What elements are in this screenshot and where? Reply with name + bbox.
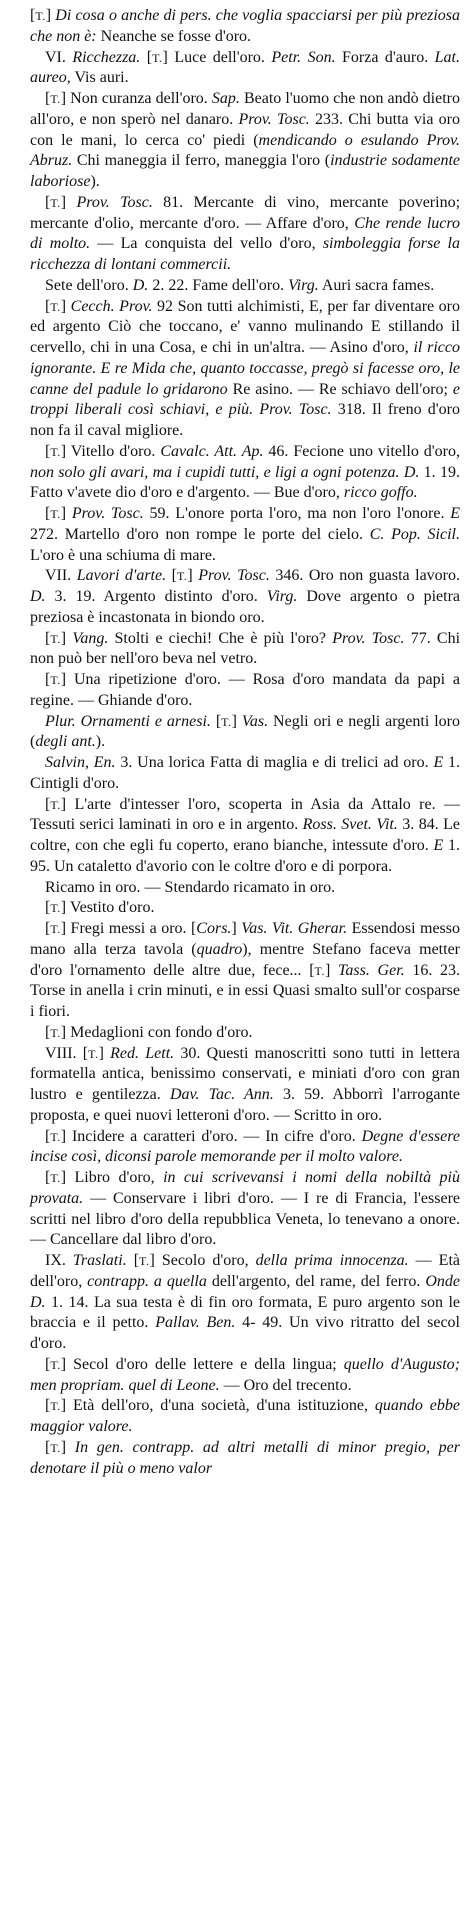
- text-run: [: [126, 1252, 140, 1269]
- text-run: [: [45, 1438, 51, 1456]
- small-caps-marker: T.: [50, 444, 61, 459]
- text-run: Essendosi messo mano alla terza tavola (: [30, 920, 461, 958]
- text-run: ] Secolo d'oro,: [149, 1252, 256, 1269]
- text-run: ]: [231, 712, 242, 730]
- text-run: Forza d'auro.: [335, 48, 435, 66]
- text-run: VI.: [45, 48, 73, 66]
- italic-text: Lat. aureo,: [30, 48, 460, 87]
- italic-text: quello d'Augusto; men propriam. quel di Leone.: [30, 1355, 461, 1394]
- italic-text: Virg.: [288, 276, 319, 294]
- text-run: [: [166, 567, 177, 585]
- text-run: ] Luce dell'oro.: [162, 48, 272, 66]
- italic-text: non solo gli avari, ma i cupidi tutti, e ligi a ogni potenza. D.: [30, 463, 420, 481]
- text-run: L'oro è una schiuma di mare.: [30, 546, 216, 564]
- italic-text: mendicando o esulando Prov. Abruz.: [30, 131, 461, 170]
- text-run: [: [45, 1169, 51, 1186]
- text-run: Neanche se fosse d'oro.: [96, 27, 252, 45]
- italic-text: industrie sodamente laboriose: [30, 152, 461, 190]
- text-run: ] Libro d'oro,: [60, 1169, 164, 1186]
- italic-text: e troppi liberali così schiavi, e più. Prov. Tosc.: [30, 380, 461, 419]
- text-run: ]: [325, 961, 338, 979]
- text-run: 2. 22. Fame dell'oro.: [148, 276, 289, 294]
- text-run: Ricamo in oro. — Stendardo ricamato in oro.: [45, 878, 336, 896]
- italic-text: Tass. Ger.: [338, 961, 405, 979]
- text-run: 3. 19. Argento distinto d'oro.: [45, 588, 267, 605]
- small-caps-marker: T.: [50, 1399, 61, 1414]
- entry-paragraph: [30, 193, 460, 276]
- italic-text: E: [450, 505, 461, 522]
- text-run: Vis auri.: [70, 69, 129, 87]
- text-run: VIII. [: [45, 1044, 89, 1062]
- entry-paragraph: [30, 6, 460, 48]
- italic-text: Prov. Tosc.: [198, 567, 270, 585]
- text-run: Auri sacra fames.: [318, 276, 435, 294]
- text-run: — La conquista del vello d'oro,: [90, 235, 323, 253]
- text-run: 3. Una lorica Fatta di maglia e di trelici ad oro.: [115, 754, 434, 771]
- text-run: 318. Il freno d'oro non fa il caval migliore.: [30, 401, 460, 439]
- small-caps-marker: T.: [50, 673, 61, 687]
- small-caps-marker: T.: [50, 1025, 61, 1040]
- text-run: ]: [187, 567, 199, 585]
- italic-text: E: [433, 837, 444, 854]
- text-run: 4- 49. Un vivo ritratto del secol d'oro.: [30, 1314, 461, 1352]
- text-run: ] Medaglioni con fondo d'oro.: [60, 1023, 253, 1041]
- italic-text: Vas.: [241, 712, 269, 730]
- entry-paragraph: [30, 1396, 460, 1438]
- italic-text: Cecch. Prov.: [70, 297, 153, 315]
- italic-text: Ross. Svet. Vit.: [302, 816, 398, 834]
- entry-paragraph: [30, 89, 460, 193]
- entry-paragraph: [30, 629, 460, 671]
- entry-paragraph: [30, 878, 460, 899]
- text-run: 46. Fecione uno vitello d'oro,: [263, 442, 460, 460]
- small-caps-marker: T.: [50, 92, 61, 106]
- italic-text: Che rende lucro di molto.: [30, 214, 461, 253]
- small-caps-marker: T.: [88, 1046, 99, 1061]
- italic-text: Traslati.: [72, 1252, 127, 1269]
- small-caps-marker: T.: [314, 963, 325, 978]
- entry-paragraph: [30, 753, 460, 795]
- text-run: Negli ori e negli argenti loro (: [30, 712, 461, 751]
- entry-paragraph: [30, 504, 460, 566]
- text-run: ]: [60, 505, 72, 522]
- text-run: ] Secol d'oro delle lettere e della lingua;: [60, 1355, 344, 1373]
- italic-text: E: [433, 754, 444, 771]
- text-run: [: [45, 297, 51, 315]
- italic-text: Lavori d'arte.: [76, 567, 167, 585]
- text-run: ] Vestito d'oro.: [60, 899, 155, 917]
- text-run: ]: [60, 1438, 75, 1456]
- text-run: 272. Martello d'oro non rompe le porte del cielo.: [30, 525, 370, 543]
- italic-text: Degne d'essere incise così, diconsi parole memorande per il molto valore.: [30, 1127, 460, 1166]
- text-run: [: [210, 712, 222, 730]
- text-run: Sete dell'oro.: [45, 276, 133, 294]
- italic-text: Ricchezza.: [72, 48, 141, 66]
- small-caps-marker: T.: [50, 195, 61, 210]
- italic-text: Onde D.: [30, 1272, 461, 1311]
- italic-text: C. Pop. Sicil.: [369, 525, 460, 543]
- italic-text: contrapp. a quella: [87, 1272, 207, 1290]
- text-run: ] Non curanza dell'oro.: [60, 90, 212, 107]
- italic-text: Prov. Tosc.: [332, 629, 405, 647]
- text-run: ] Incidere a caratteri d'oro. — In cifre d'oro.: [60, 1127, 362, 1145]
- italic-text: Dav. Tac. Ann.: [169, 1086, 274, 1103]
- text-run: 77. Chi non può ber nell'oro beva nel vetro.: [30, 629, 461, 668]
- italic-text: D.: [132, 276, 149, 294]
- small-caps-marker: T.: [50, 1129, 61, 1144]
- italic-text: D.: [30, 588, 46, 605]
- text-run: [: [30, 7, 36, 24]
- entry-paragraph: [30, 1168, 460, 1251]
- text-run: ] L'arte d'intesser l'oro, scoperta in Asia da Attalo re. — Tessuti serici laminati in oro e in argento.: [30, 795, 460, 834]
- text-run: — Conservare i libri d'oro. — I re di Francia, l'essere scritti nel libro d'oro della repubblica Veneta, lo tenevano a onore. — Cancellare dal libro d'oro.: [30, 1189, 460, 1249]
- italic-text: Vang.: [72, 629, 109, 647]
- text-run: [: [45, 629, 51, 647]
- text-run: ), mentre Stefano faceva metter d'oro l'ornamento delle altre due, fece... [: [30, 940, 460, 979]
- italic-text: il ricco ignorante. E re Mida che, quanto toccasse, pregò si facesse oro, le canne del padule lo gridarono: [30, 339, 460, 398]
- entry-paragraph: [30, 442, 460, 504]
- entry-paragraph: [30, 48, 460, 90]
- text-run: Chi maneggia il ferro, maneggia l'oro (: [72, 152, 331, 170]
- text-run: 92 Son tutti alchimisti, E, per far diventare oro ed argento Ciò che toccano, e' vanno mulinando E stillando il cervello, chi in una Cosa, e chi in un'altra. — Asino d'oro,: [30, 297, 461, 356]
- italic-text: Salvin, En.: [45, 754, 116, 771]
- text-run: Dove argento o pietra preziosa è incastonata in biondo oro.: [30, 588, 460, 626]
- small-caps-marker: T.: [50, 901, 61, 916]
- text-run: ] Una ripetizione d'oro. — Rosa d'oro mandata da papi a regine. — Ghiande d'oro.: [30, 671, 460, 709]
- text-run: ] Vitello d'oro.: [60, 442, 161, 460]
- text-run: Stolti e ciechi! Che è più l'oro?: [108, 629, 333, 647]
- entry-paragraph: [30, 1023, 460, 1044]
- italic-text: Prov. Tosc.: [76, 193, 153, 211]
- text-run: [: [45, 1397, 51, 1415]
- entry-paragraph: [30, 566, 460, 628]
- italic-text: Virg.: [266, 588, 298, 605]
- small-caps-marker: T.: [50, 1171, 61, 1185]
- small-caps-marker: T.: [50, 922, 61, 936]
- italic-text: Cavalc. Att. Ap.: [160, 442, 264, 460]
- text-run: [: [140, 48, 153, 66]
- entry-paragraph: [30, 795, 460, 878]
- italic-text: ricco goffo.: [343, 484, 418, 502]
- text-run: Re asino. — Re schiavo dell'oro;: [227, 380, 453, 398]
- text-run: [: [45, 1023, 51, 1041]
- italic-text: Plur. Ornamenti e arnesi.: [45, 712, 211, 730]
- text-run: [: [45, 920, 51, 937]
- entry-paragraph: [30, 712, 460, 754]
- text-run: 30. Questi manoscritti sono tutti in lettera formatella antica, benissimo conservati, e miniati d'oro con gran lustro e gentilezza.: [30, 1044, 461, 1103]
- small-caps-marker: T.: [50, 1357, 61, 1372]
- italic-text: Prov. Tosc.: [238, 110, 310, 128]
- italic-text: Cors.: [196, 920, 232, 937]
- text-run: [: [45, 1127, 51, 1145]
- text-run: [: [45, 193, 51, 211]
- entry-paragraph: [30, 1127, 460, 1169]
- entry-paragraph: [30, 276, 460, 297]
- text-run: 1. 14. La sua testa è di fin oro formata, E puro argento son le braccia e il petto.: [30, 1293, 460, 1332]
- italic-text: in cui scrivevansi i nomi della nobiltà più provata.: [30, 1169, 461, 1207]
- text-run: Beato l'uomo che non andò dietro all'oro, e non sperò nel danaro.: [30, 90, 460, 128]
- italic-text: Di cosa o anche di pers. che voglia spacciarsi per più preziosa che non è:: [30, 7, 461, 45]
- text-run: [: [45, 90, 51, 107]
- italic-text: Petr. Son.: [271, 48, 336, 66]
- text-run: ] Età dell'oro, d'una società, d'una istituzione,: [60, 1397, 375, 1415]
- text-run: 3. 59. Abborrì l'arrogante proposta, e quei nuovi letteroni d'oro. — Scritto in oro.: [30, 1086, 461, 1124]
- small-caps-marker: T.: [50, 1440, 61, 1455]
- entry-paragraph: [30, 1044, 460, 1127]
- italic-text: simboleggia forse la ricchezza di lontani commercii.: [30, 235, 460, 273]
- text-run: ]: [60, 297, 71, 315]
- italic-text: Vas. Vit. Gherar.: [241, 920, 348, 937]
- italic-text: Pallav. Ben.: [155, 1314, 236, 1332]
- small-caps-marker: T.: [50, 507, 61, 521]
- text-run: VII.: [45, 567, 77, 585]
- text-run: [: [45, 442, 51, 460]
- italic-text: quando ebbe maggior valore.: [30, 1397, 460, 1435]
- text-run: 1. 19. Fatto v'avete dio d'oro e d'argento. — Bue d'oro,: [30, 463, 460, 502]
- text-run: ).: [90, 173, 100, 190]
- text-run: [: [45, 899, 51, 917]
- entry-paragraph: [30, 1251, 460, 1355]
- small-caps-marker: T.: [221, 714, 232, 729]
- italic-text: della prima innocenza.: [255, 1252, 409, 1269]
- small-caps-marker: T.: [50, 299, 61, 314]
- text-run: ]: [45, 7, 56, 24]
- entry-paragraph: [30, 297, 460, 442]
- text-run: [: [45, 505, 51, 522]
- small-caps-marker: T.: [50, 797, 61, 812]
- entry-paragraph: [30, 1355, 460, 1397]
- text-run: [: [45, 671, 51, 688]
- small-caps-marker: T.: [35, 9, 46, 23]
- text-run: 16. 23. Torse in anella i crin minuti, e in essi Quasi smalto sull'or cosparse i fiori.: [30, 961, 461, 1020]
- text-run: IX.: [45, 1252, 73, 1269]
- entry-paragraph: [30, 1438, 460, 1480]
- text-run: ).: [95, 733, 106, 751]
- small-caps-marker: T.: [176, 569, 188, 584]
- text-run: 1. Cintigli d'oro.: [30, 754, 461, 792]
- entry-paragraph: [30, 898, 460, 919]
- italic-text: In gen. contrapp. ad altri metalli di minor pregio, per denotare il più o meno valor: [30, 1438, 460, 1477]
- text-run: 3. 84. Le coltre, con che egli fu coperto, erano bianche, intessute d'oro.: [30, 816, 461, 854]
- text-run: — Oro del trecento.: [219, 1376, 352, 1394]
- entry-paragraph: [30, 919, 460, 1023]
- small-caps-marker: T.: [139, 1254, 150, 1268]
- text-run: — Età dell'oro,: [30, 1252, 460, 1290]
- text-run: [: [45, 795, 51, 813]
- text-run: ] Fregi messi a oro. [: [60, 920, 197, 937]
- italic-text: Sap.: [211, 90, 240, 107]
- entry-paragraph: [30, 670, 460, 712]
- text-run: [: [45, 1355, 51, 1373]
- text-run: 233. Chi butta via oro con le mani, lo cerca co' piedi (: [30, 110, 461, 149]
- text-run: ]: [98, 1044, 111, 1062]
- text-run: 346. Oro non guasta lavoro.: [269, 567, 460, 585]
- small-caps-marker: T.: [152, 50, 163, 65]
- text-run: ]: [231, 920, 242, 937]
- italic-text: Prov. Tosc.: [71, 505, 144, 522]
- italic-text: degli ant.: [35, 733, 96, 751]
- text-run: dell'argento, del rame, del ferro.: [206, 1272, 426, 1290]
- text-run: ]: [60, 193, 77, 211]
- text-run: 1. 95. Un cataletto d'avorio con le coltre d'oro e di porpora.: [30, 837, 460, 875]
- small-caps-marker: T.: [50, 631, 61, 646]
- text-run: 59. L'onore porta l'oro, ma non l'oro l'onore.: [143, 505, 451, 522]
- italic-text: Red. Lett.: [110, 1044, 175, 1062]
- text-run: 81. Mercante di vino, mercante poverino; mercante d'olio, mercante d'oro. — Affare d'oro,: [30, 193, 461, 232]
- italic-text: quadro: [196, 940, 243, 958]
- text-run: ]: [60, 629, 73, 647]
